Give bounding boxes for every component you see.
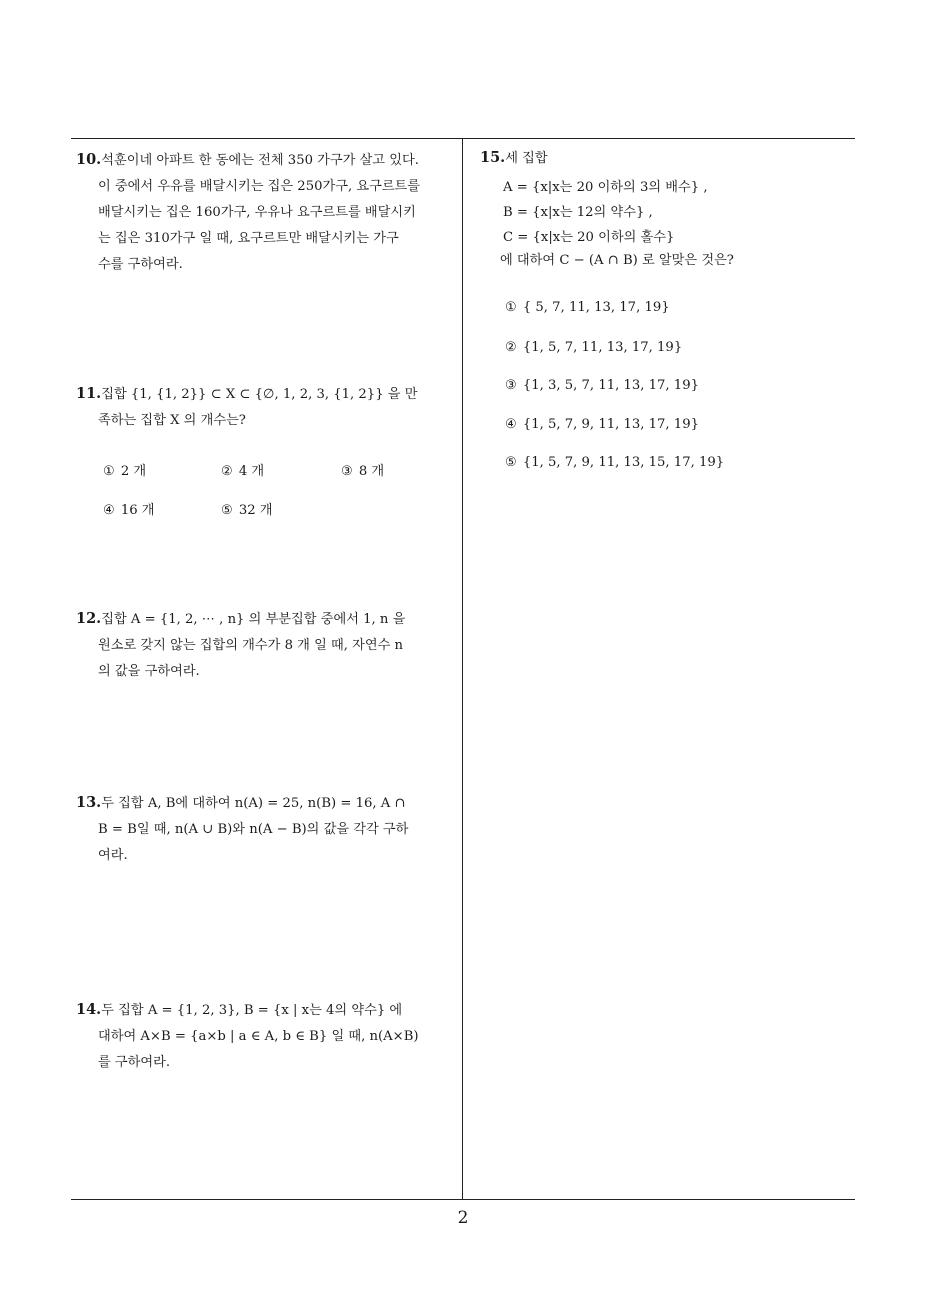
choice-2[interactable]: ② {1, 5, 7, 11, 13, 17, 19} — [505, 340, 683, 355]
problem-13 — [76, 790, 456, 869]
problem-text-line: 두 집합 A = {1, 2, 3}, B = {x | x는 4의 약수} 에 — [101, 1003, 403, 1018]
choice-4[interactable]: ④ 16 개 — [103, 503, 155, 518]
problem-14 — [76, 997, 456, 1076]
problem-11 — [76, 381, 456, 434]
problem-text-line: 를 구하여라. — [98, 1055, 171, 1070]
column-divider — [462, 139, 463, 1199]
choice-5[interactable]: ⑤ {1, 5, 7, 9, 11, 13, 15, 17, 19} — [505, 455, 725, 470]
problem-text-line: 석훈이네 아파트 한 동에는 전체 350 가구가 살고 있다. — [101, 153, 419, 168]
problem-text-line: 배달시키는 집은 160가구, 우유나 요구르트를 배달시키 — [98, 205, 416, 220]
choice-5[interactable]: ⑤ 32 개 — [221, 503, 273, 518]
choice-2[interactable]: ② 4 개 — [221, 464, 265, 479]
problem-number: 14. — [76, 1001, 102, 1018]
problem-text-line: 여라. — [98, 848, 128, 863]
page-number: 2 — [457, 1208, 469, 1228]
problem-text-line: B = B일 때, n(A ∪ B)와 n(A − B)의 값을 각각 구하 — [98, 822, 409, 837]
problem-text-line: 의 값을 구하여라. — [98, 664, 200, 679]
choice-1[interactable]: ① { 5, 7, 11, 13, 17, 19} — [505, 300, 670, 315]
problem-text-line: 대하여 A×B = {a×b | a ∈ A, b ∈ B} 일 때, n(A×B) — [98, 1029, 419, 1044]
problem-text-line: 족하는 집합 X 의 개수는? — [98, 413, 246, 428]
problem-12 — [76, 606, 456, 685]
problem-number: 12. — [76, 610, 102, 627]
bottom-rule — [71, 1199, 855, 1200]
set-a-definition: A = {x|x는 20 이하의 3의 배수} , — [503, 180, 708, 195]
set-b-definition: B = {x|x는 12의 약수} , — [503, 205, 653, 220]
problem-number: 10. — [76, 151, 102, 168]
top-rule — [71, 138, 855, 139]
problem-text-line: 는 집은 310가구 일 때, 요구르트만 배달시키는 가구 — [98, 231, 399, 246]
problem-text-line: 집합 A = {1, 2, ⋯ , n} 의 부분집합 중에서 1, n 을 — [101, 612, 406, 627]
problem-question: 에 대하여 C − (A ∩ B) 로 알맞은 것은? — [500, 253, 734, 268]
problem-number: 13. — [76, 794, 102, 811]
problem-text-line: 집합 {1, {1, 2}} ⊂ X ⊂ {∅, 1, 2, 3, {1, 2}} 을 만 — [101, 387, 418, 402]
problem-text-line: 두 집합 A, B에 대하여 n(A) = 25, n(B) = 16, A ∩ — [101, 796, 406, 811]
choice-4[interactable]: ④ {1, 5, 7, 9, 11, 13, 17, 19} — [505, 417, 699, 432]
problem-15 — [480, 145, 850, 172]
problem-number: 15. — [480, 149, 506, 166]
problem-10 — [76, 147, 456, 278]
choice-3[interactable]: ③ 8 개 — [341, 464, 385, 479]
problem-text-line: 원소로 갖지 않는 집합의 개수가 8 개 일 때, 자연수 n — [98, 638, 404, 653]
choice-1[interactable]: ① 2 개 — [103, 464, 147, 479]
problem-text-line: 세 집합 — [505, 151, 548, 166]
problem-number: 11. — [76, 385, 102, 402]
problem-text-line: 이 중에서 우유를 배달시키는 집은 250가구, 요구르트를 — [98, 179, 421, 194]
set-c-definition: C = {x|x는 20 이하의 홀수} — [503, 230, 675, 245]
problem-text-line: 수를 구하여라. — [98, 257, 183, 272]
choice-3[interactable]: ③ {1, 3, 5, 7, 11, 13, 17, 19} — [505, 378, 699, 393]
